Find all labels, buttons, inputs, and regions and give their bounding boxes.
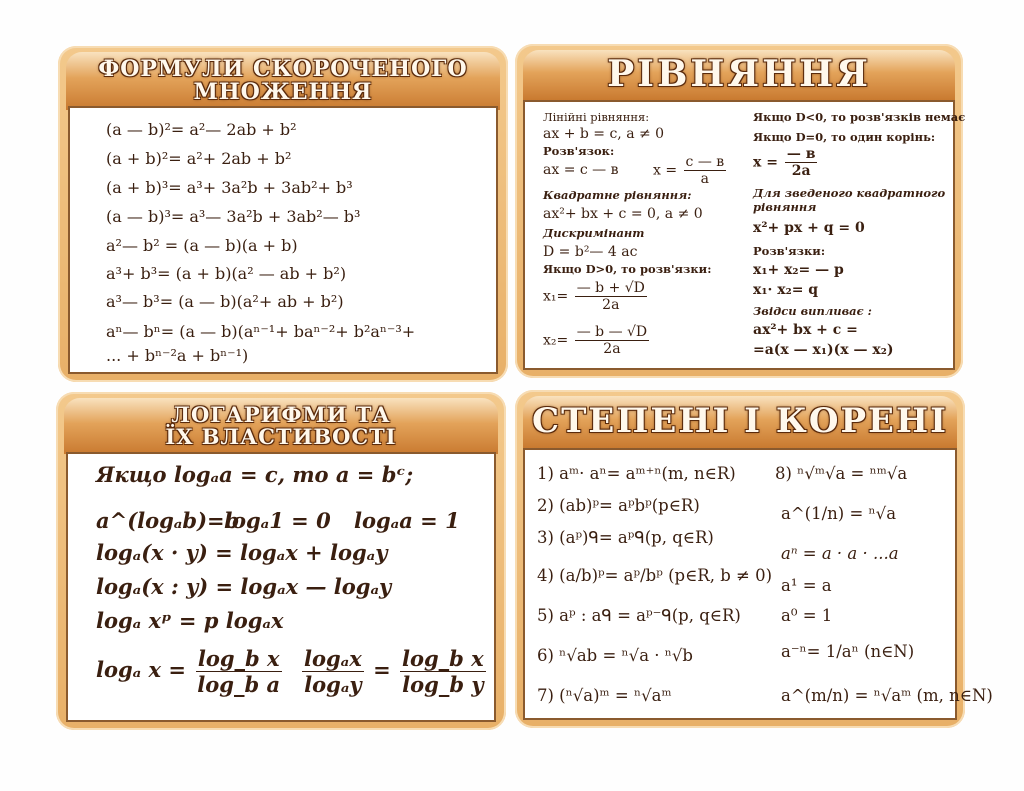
fraction-numerator: logₐx (304, 646, 362, 671)
reduced-label-2: рівняння (753, 200, 817, 214)
log-change-of-base (96, 646, 284, 697)
formula-9: ... + bⁿ⁻²a + bⁿ⁻¹) (106, 346, 249, 365)
ratio-fraction-2 (400, 646, 486, 697)
formula-8: aⁿ— bⁿ= (a — b)(aⁿ⁻¹+ baⁿ⁻²+ b²aⁿ⁻³+ (106, 322, 416, 341)
solution-label: Розв'язок: (543, 144, 615, 158)
fraction-denominator: 2a (602, 297, 620, 313)
formula-box (523, 448, 993, 720)
power-rule-6: 6) ⁿ√ab = ⁿ√a · ⁿ√b (537, 646, 693, 665)
pos-label: Якщо D>0, то розв'язки: (543, 262, 712, 276)
fraction-numerator: — b + √D (576, 280, 645, 296)
base-lhs: logₐ x = (96, 657, 186, 682)
formula-box (523, 100, 966, 370)
x2-fraction (575, 324, 649, 357)
power-one: a¹ = a (781, 576, 832, 595)
power-rule-5: 5) aᵖ : aᑫ = aᵖ⁻ᑫ(p, q∈R) (537, 606, 741, 625)
log-product: logₐ(x · y) = logₐx + logₐy (96, 540, 388, 565)
power-rule-7: 7) (ⁿ√a)ᵐ = ⁿ√aᵐ (537, 686, 672, 705)
factor-line-1: ax²+ bx + c = (753, 322, 858, 338)
log-quotient: logₐ(x : y) = logₐx — logₐy (96, 574, 392, 599)
fraction-numerator: c — в (685, 154, 725, 170)
formula-box (66, 452, 496, 722)
quad-label: Квадратне рівняння: (543, 188, 692, 202)
formula-2: (a + b)²= a²+ 2ab + b² (106, 149, 292, 168)
log-identity-1: a^(logₐb)=b (96, 508, 240, 533)
vieta-product: x₁· x₂= q (753, 282, 819, 298)
power-rule-4: 4) (a/b)ᵖ= aᵖ/bᵖ (p∈R, b ≠ 0) (537, 566, 773, 585)
title-line-1: ФОРМУЛИ СКОРОЧЕНОГО (98, 55, 468, 82)
power-rule-8: 8) ⁿ√ᵐ√a = ⁿᵐ√a (775, 464, 908, 483)
panel-banner (523, 50, 955, 100)
fraction-denominator: a (700, 171, 710, 187)
title-line-2: МНОЖЕННЯ (193, 79, 373, 105)
factor-line-2: =a(x — x₁)(x — x₂) (753, 342, 894, 358)
fractional-power: a^(1/n) = ⁿ√a (781, 504, 897, 523)
zero-label: Якщо D=0, то один корінь: (753, 130, 936, 144)
formula-6: a³+ b³= (a + b)(a² — ab + b²) (106, 264, 347, 283)
abbreviated-multiplication-panel (58, 46, 508, 382)
x2-lhs: x₂= (543, 332, 569, 349)
disc-label: Дискримінант (543, 226, 645, 240)
equations-panel (515, 44, 966, 378)
log-identity-2: logₐ1 = 0 (224, 508, 331, 533)
zero-fraction (785, 146, 818, 179)
formula-3: (a + b)³= a³+ 3a²b + 3ab²+ b³ (106, 178, 353, 197)
base-fraction (195, 646, 282, 697)
log-power: logₐ xᵖ = p logₐx (96, 608, 284, 633)
formula-7: a³— b³= (a — b)(a²+ ab + b²) (106, 292, 344, 311)
log-ratio (300, 646, 488, 697)
panel-title: РІВНЯННЯ (607, 53, 871, 96)
panel-title (165, 401, 397, 449)
reduced-eq: x²+ px + q = 0 (753, 220, 865, 236)
fraction-numerator: log_b x (402, 646, 484, 671)
neg-label: Якщо D<0, то розв'язків немає (753, 110, 966, 124)
zero-root (753, 146, 819, 179)
solution-1: ax = c — в (543, 162, 619, 178)
x2-formula (543, 324, 651, 357)
quad-eq: ax²+ bx + c = 0, a ≠ 0 (543, 206, 703, 222)
x1-fraction (575, 280, 647, 313)
fraction-denominator: 2a (603, 341, 621, 357)
log-identity-3: logₐa = 1 (354, 508, 460, 533)
log-definition: Якщо logₐa = c, то a = bᶜ; (96, 462, 414, 487)
panel-title: СТЕПЕНІ І КОРЕНІ (532, 401, 948, 442)
vieta-sum: x₁+ x₂= — p (753, 262, 844, 278)
power-rule-2: 2) (ab)ᵖ= aᵖbᵖ(p∈R) (537, 496, 700, 515)
follows-label: Звідси випливає : (753, 304, 872, 318)
powers-roots-panel (515, 390, 993, 728)
roots-label: Розв'язки: (753, 244, 826, 258)
power-definition: aⁿ = a · a · ...a (781, 544, 899, 563)
fraction-denominator: logₐy (304, 672, 362, 697)
ratio-fraction-1 (302, 646, 364, 697)
power-rule-1: 1) aᵐ· aⁿ= aᵐ⁺ⁿ(m, n∈R) (537, 464, 736, 483)
title-line-1: ЛОГАРИФМИ ТА (171, 401, 391, 427)
formula-1: (a — b)²= a²— 2ab + b² (106, 120, 297, 139)
x1-lhs: x₁= (543, 288, 569, 305)
formula-box (68, 106, 498, 374)
fraction-denominator: log_b y (402, 672, 484, 697)
reduced-label-1: Для зведеного квадратного (753, 186, 946, 200)
zero-lhs: x = (753, 154, 778, 171)
negative-power: a⁻ⁿ= 1/aⁿ (n∈N) (781, 642, 915, 661)
linear-label: Лінійні рівняння: (543, 110, 650, 124)
fraction-numerator: — в (786, 146, 816, 162)
fraction-numerator: log_b x (197, 646, 280, 671)
x1-formula (543, 280, 649, 313)
panel-banner (66, 52, 500, 110)
panel-banner (64, 398, 498, 454)
fraction-denominator: log_b a (197, 672, 281, 697)
panel-banner (523, 396, 957, 448)
solution-2-lhs: x = (653, 162, 678, 179)
title-line-2: ЇХ ВЛАСТИВОСТІ (165, 424, 397, 449)
disc-eq: D = b²— 4 ac (543, 244, 638, 260)
solution-2-fraction (684, 154, 727, 187)
linear-eq: ax + b = c, a ≠ 0 (543, 126, 665, 142)
solution-2 (653, 154, 728, 187)
power-rule-3: 3) (aᵖ)ᑫ= aᵖᑫ(p, q∈R) (537, 528, 714, 547)
panel-title (98, 55, 468, 105)
logarithms-panel (56, 392, 506, 730)
power-zero: a⁰ = 1 (781, 606, 833, 625)
equals-sign: = (373, 657, 391, 682)
fraction-numerator: — b — √D (576, 324, 648, 340)
rational-power: a^(m/n) = ⁿ√aᵐ (m, n∈N) (781, 686, 993, 705)
fraction-denominator: 2a (791, 163, 811, 179)
formula-4: (a — b)³= a³— 3a²b + 3ab²— b³ (106, 207, 361, 226)
formula-5: a²— b² = (a — b)(a + b) (106, 236, 298, 255)
